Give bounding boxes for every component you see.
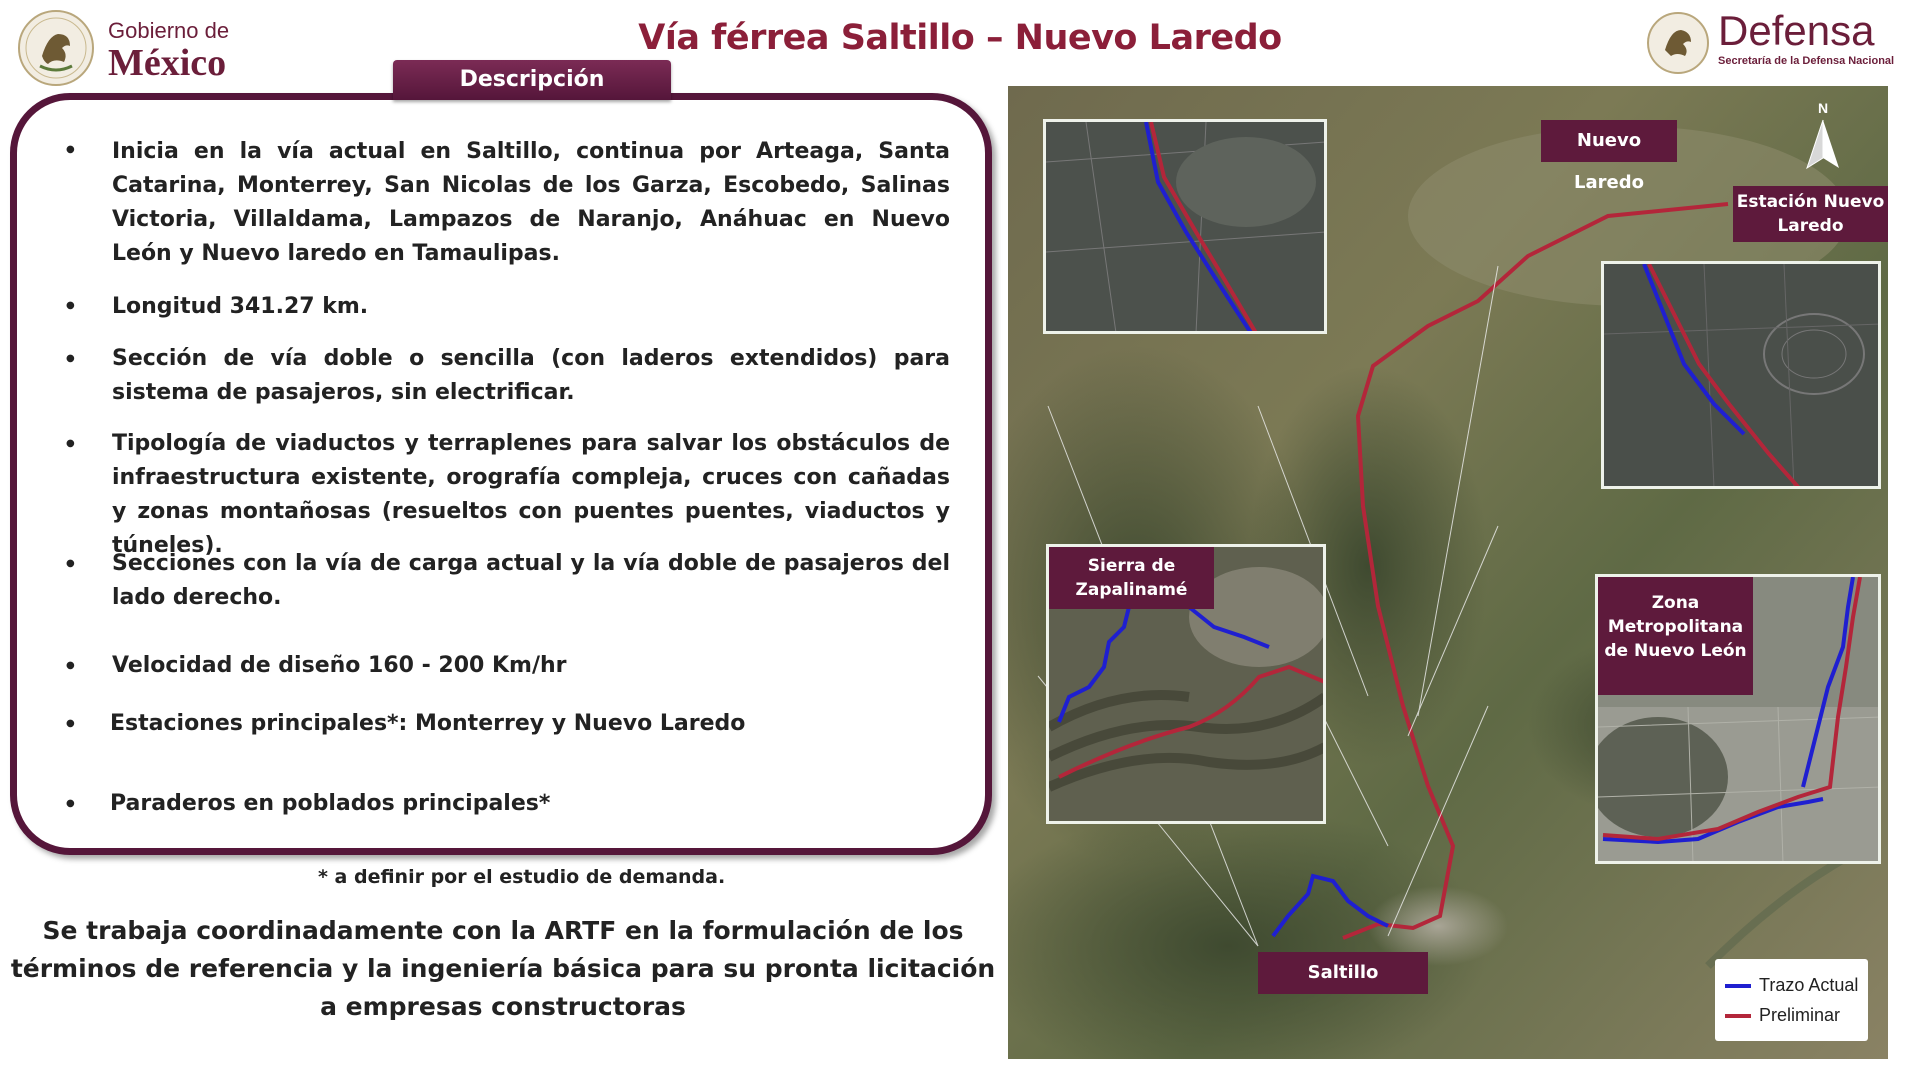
bullet-dot: ● [66, 300, 75, 311]
legend-label-preliminar: Preliminar [1759, 1005, 1841, 1025]
bullet-route: Inicia en la vía actual en Saltillo, continua por Arteaga, Santa Catarina, Monterrey, San Nicolas de los Garza, Escobedo, Salinas Victoria, Villaldama, Lampazos de Naranjo, Anáhuac en Nuevo León y Nuevo laredo en Tamaulipas. [112, 139, 950, 266]
bullet-dot: ● [66, 660, 75, 671]
footnote: * a definir por el estudio de demanda. [318, 866, 726, 888]
bullet-dot: ● [66, 798, 75, 809]
bullet-stations: Estaciones principales*: Monterrey y Nuevo Laredo [110, 711, 746, 736]
bullet-section: Sección de vía doble o sencilla (con laderos extendidos) para sistema de pasajeros, sin electrificar. [112, 346, 950, 405]
bullet-stops: Paraderos en poblados principales* [110, 791, 551, 816]
north-arrow-icon [1803, 100, 1843, 176]
gobierno-line2: México [108, 42, 227, 84]
bullet-dot: ● [66, 718, 75, 729]
bullet-dot: ● [66, 144, 75, 155]
zona-label [1598, 577, 1753, 695]
gobierno-de-mexico-wordmark [108, 20, 229, 82]
defensa-title: Defensa [1718, 7, 1875, 54]
legend-swatch-preliminar [1725, 1014, 1751, 1018]
zona-label-line3: de Nuevo León [1604, 641, 1747, 661]
zona-label-line2: Metropolitana [1607, 617, 1744, 637]
bullet-dot: ● [66, 353, 75, 364]
defensa-eagle-logo [1645, 10, 1711, 76]
legend-swatch-actual [1725, 984, 1751, 988]
bullet-speed: Velocidad de diseño 160 - 200 Km/hr [112, 653, 567, 678]
defensa-wordmark [1718, 7, 1895, 67]
gobierno-line1: Gobierno de [108, 18, 230, 43]
coordination-statement: Se trabaja coordinadamente con la ARTF en la formulación de los términos de referencia y la ingeniería básica para su pronta licitación a empresas constructoras [10, 916, 996, 1021]
estacion-label-line2: Laredo [1777, 216, 1844, 236]
route-map [1008, 86, 1888, 1059]
bullet-typology: Tipología de viaductos y terraplenes para salvar los obstáculos de infraestructura existente, orografía compleja, cruces con cañadas y zonas montañosas (resueltos con puentes puentes, viaductos y túneles). [112, 431, 950, 558]
estacion-nuevo-laredo-label [1733, 186, 1888, 242]
north-label: N [1817, 100, 1829, 116]
map-legend [1715, 959, 1868, 1041]
page-title: Vía férrea Saltillo – Nuevo Laredo [638, 18, 1282, 58]
inset-sierra-zapalaname [1046, 544, 1326, 824]
nuevo-laredo-label: Nuevo Laredo [1541, 120, 1677, 162]
legend-label-actual: Trazo Actual [1759, 975, 1859, 995]
bullet-dot: ● [66, 438, 75, 449]
description-tab: Descripción [393, 60, 671, 100]
inset-nuevo-laredo-section [1601, 261, 1881, 489]
estacion-label-line1: Estación Nuevo [1736, 192, 1885, 212]
legend-item-actual [1725, 975, 1858, 996]
sierra-label-line1: Sierra de [1087, 556, 1176, 576]
inset-zona-metropolitana [1595, 574, 1881, 864]
inset-north-section [1043, 119, 1327, 334]
sierra-label-line2: Zapalinamé [1075, 580, 1188, 600]
gobierno-eagle-logo [12, 8, 100, 88]
bullet-length: Longitud 341.27 km. [112, 294, 369, 319]
defensa-subtitle: Secretaría de la Defensa Nacional [1718, 55, 1895, 67]
bullet-sections: Secciones con la vía de carga actual y la vía doble de pasajeros del lado derecho. [112, 551, 950, 610]
legend-item-preliminar [1725, 1005, 1840, 1026]
zona-label-line1: Zona [1651, 593, 1700, 613]
saltillo-label: Saltillo [1258, 952, 1428, 994]
bullet-dot: ● [66, 558, 75, 569]
sierra-label [1049, 547, 1214, 609]
